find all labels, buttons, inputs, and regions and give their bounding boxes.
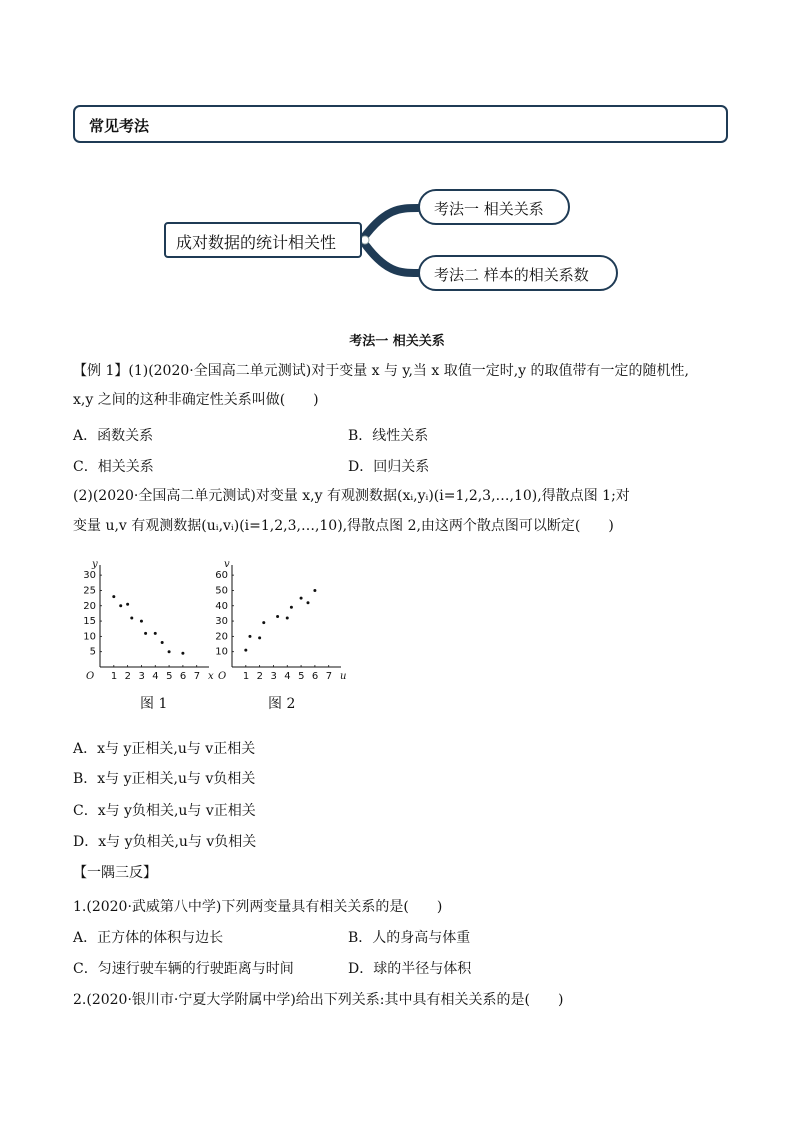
chart1-origin-label: O: [86, 671, 95, 682]
mindmap-root-node: 成对数据的统计相关性: [164, 222, 362, 258]
practice-q1-option-d: D．球的半径与体积: [348, 961, 472, 977]
example2-line1: (2)(2020·全国高二单元测试)对变量 x,y 有观测数据(xᵢ,yᵢ)(i=1,2,3,…,10),得散点图 1;对: [73, 488, 630, 504]
chart2-y-tick-label: 50: [215, 585, 228, 597]
example1-option-a: A．函数关系: [73, 428, 154, 444]
example1-option-b: B．线性关系: [348, 428, 429, 444]
chart1-y-tick-label: 30: [83, 570, 96, 582]
chart2-x-tick-label: 2: [256, 671, 264, 682]
example2-option-a: A．x与 y正相关,u与 v正相关: [73, 741, 256, 757]
chart2-data-point: [290, 606, 293, 609]
chart1-data-point: [130, 617, 133, 620]
chart2-x-tick-label: 7: [325, 671, 333, 682]
chart1-x-tick-label: 7: [193, 671, 201, 682]
chart1-x-label: x: [208, 671, 214, 682]
chart1-data-point: [119, 604, 122, 607]
chart2-data-point: [258, 636, 261, 639]
figure1-caption: 图 1: [140, 696, 168, 712]
chart1-data-point: [140, 620, 143, 623]
chart1-x-tick-label: 6: [179, 671, 187, 682]
chart1-y-label: y: [92, 560, 98, 570]
chart1-y-tick-label: 10: [83, 631, 96, 643]
example1-option-c: C．相关关系: [73, 459, 154, 475]
chart2-data-point: [286, 617, 289, 620]
chart1-x-tick-label: 2: [124, 671, 132, 682]
example2-option-d: D．x与 y负相关,u与 v负相关: [73, 834, 257, 850]
chart2-y-tick-label: 20: [215, 631, 228, 643]
scatter-chart-1: [78, 560, 218, 685]
chart2-data-point: [306, 601, 309, 604]
chart2-y-tick-label: 40: [215, 600, 228, 612]
mindmap-child-method2: 考法二 样本的相关系数: [418, 255, 618, 291]
section-header-title: 常见考法: [89, 117, 150, 135]
example1-line1: 【例 1】(1)(2020·全国高二单元测试)对于变量 x 与 y,当 x 取值一定时,y 的取值带有一定的随机性,: [73, 363, 689, 379]
chart1-data-point: [126, 603, 129, 606]
chart1-y-tick-label: 20: [83, 600, 96, 612]
chart1-data-point: [168, 650, 171, 653]
mindmap-child-method1: 考法一 相关关系: [418, 189, 570, 225]
example2-option-b: B．x与 y正相关,u与 v负相关: [73, 771, 256, 787]
chart2-data-point: [276, 615, 279, 618]
example2-line2: 变量 u,v 有观测数据(uᵢ,vᵢ)(i=1,2,3,…,10),得散点图 2,由这两个散点图可以断定( ): [73, 518, 614, 534]
example1-option-d: D．回归关系: [348, 459, 430, 475]
practice-title: 【一隅三反】: [73, 865, 157, 881]
chart2-x-label: u: [340, 671, 347, 682]
practice-q1-option-c: C．匀速行驶车辆的行驶距离与时间: [73, 961, 294, 977]
chart2-x-tick-label: 4: [284, 671, 291, 682]
chart1-x-tick-label: 3: [138, 671, 145, 682]
example1-line2: x,y 之间的这种非确定性关系叫做( ): [73, 392, 319, 408]
chart1-x-tick-label: 4: [152, 671, 159, 682]
chart1-data-point: [112, 595, 115, 598]
practice-q1-stem: 1.(2020·武威第八中学)下列两变量具有相关关系的是( ): [73, 899, 443, 915]
practice-q2-stem: 2.(2020·银川市·宁夏大学附属中学)给出下列关系:其中具有相关关系的是( ): [73, 992, 564, 1008]
chart2-x-tick-label: 5: [298, 671, 305, 682]
chart1-data-point: [144, 632, 147, 635]
chart1-data-point: [161, 641, 164, 644]
practice-q1-option-a: A．正方体的体积与边长: [73, 930, 224, 946]
chart1-y-tick-label: 5: [89, 646, 96, 658]
chart2-data-point: [300, 597, 303, 600]
chart2-data-point: [248, 635, 251, 638]
figure2-caption: 图 2: [268, 696, 296, 712]
chart1-y-tick-label: 25: [83, 585, 96, 597]
chart2-origin-label: O: [218, 671, 227, 682]
example2-option-c: C．x与 y负相关,u与 v正相关: [73, 803, 256, 819]
chart2-data-point: [262, 621, 265, 624]
chart2-y-tick-label: 10: [215, 646, 228, 658]
chart2-data-point: [244, 649, 247, 652]
practice-q1-option-b: B．人的身高与体重: [348, 930, 471, 946]
chart1-data-point: [181, 652, 184, 655]
chart1-y-tick-label: 15: [83, 616, 96, 628]
chart2-y-tick-label: 60: [215, 570, 228, 582]
chart2-x-tick-label: 1: [242, 671, 250, 682]
scatter-chart-2: [210, 560, 360, 685]
chart2-x-tick-label: 3: [270, 671, 277, 682]
chart1-data-point: [154, 632, 157, 635]
chart2-x-tick-label: 6: [311, 671, 319, 682]
chart1-x-tick-label: 1: [110, 671, 118, 682]
chart2-y-tick-label: 30: [215, 616, 228, 628]
chart2-data-point: [313, 589, 316, 592]
section-title: 考法一 相关关系: [349, 334, 445, 349]
section-header-box: [73, 105, 728, 143]
chart1-x-tick-label: 5: [166, 671, 173, 682]
chart2-y-label: v: [224, 560, 230, 570]
